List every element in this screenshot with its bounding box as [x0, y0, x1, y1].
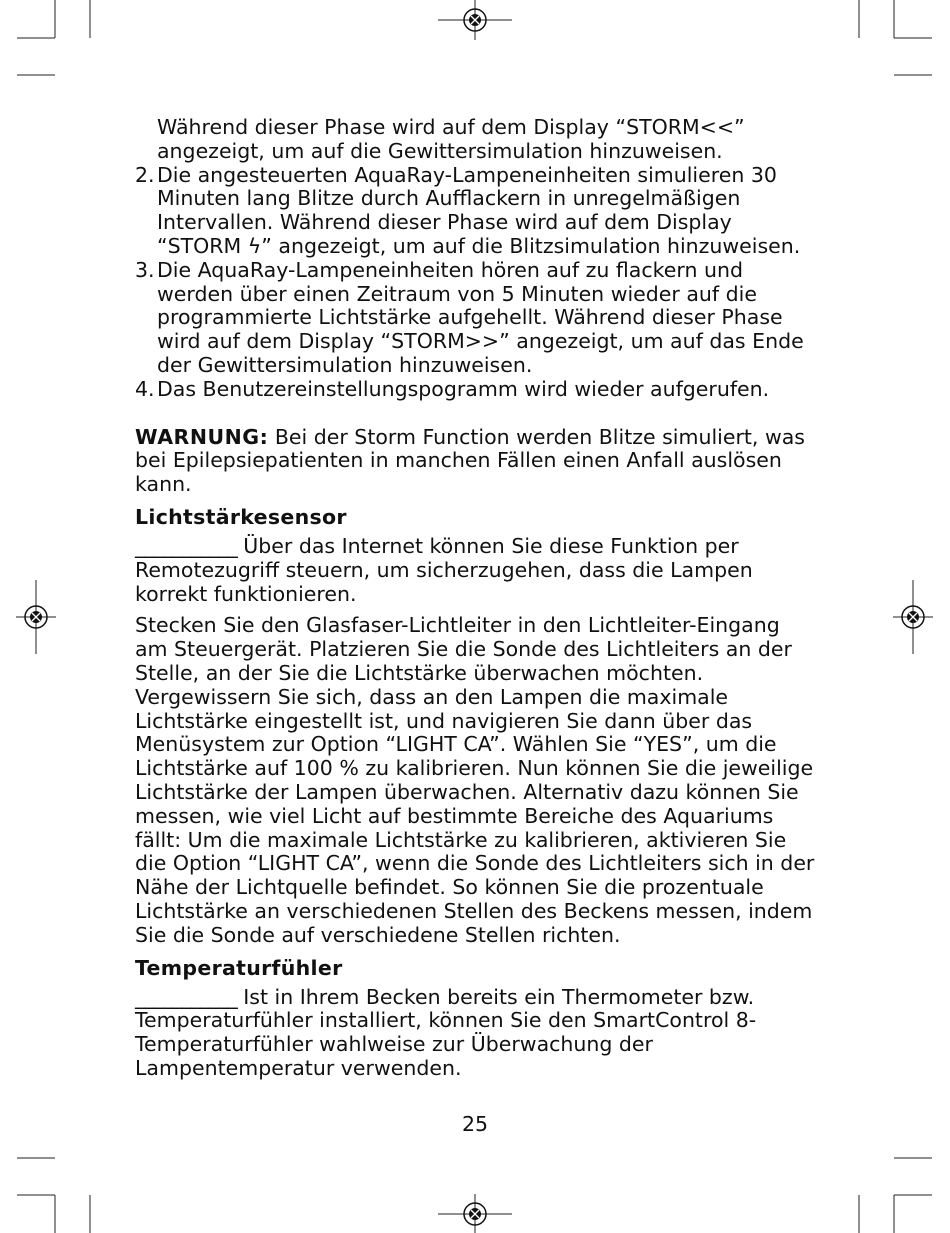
list-item	[135, 164, 815, 259]
blank-line: ___________	[135, 984, 237, 1009]
temperature-sensor-paragraph	[135, 986, 815, 1081]
intro-line: Während dieser Phase wird auf dem Display “STORM<<”	[157, 115, 745, 139]
page-number: 25	[461, 1112, 489, 1136]
registration-mark-right	[893, 580, 933, 654]
intro-line: angezeigt, um auf die Gewittersimulation hinzuweisen.	[157, 138, 723, 163]
registration-mark-top	[438, 0, 512, 40]
registration-mark-bottom	[438, 1194, 512, 1233]
crop-mark-bottom-right	[859, 1158, 932, 1233]
registration-mark-left	[16, 580, 56, 654]
body-text	[135, 116, 815, 1081]
blank-line: ___________	[135, 533, 237, 558]
crop-mark-bottom-left	[17, 1158, 90, 1233]
step-text: Das Benutzereinstellungspogramm wird wieder aufgerufen.	[157, 376, 770, 401]
warning-paragraph	[135, 426, 815, 497]
list-item	[135, 259, 815, 378]
list-item	[135, 378, 815, 402]
temperature-sensor-text: Ist in Ihrem Becken bereits ein Thermometer bzw. Temperaturfühler installiert, können Sie den SmartControl 8-Temperaturfühler wahlweise zur Überwachung der Lampentemperatur verwenden.	[135, 984, 757, 1080]
step-number: 2.	[135, 162, 155, 187]
step-text: Die angesteuerten AquaRay-Lampeneinheiten simulieren 30 Minuten lang Blitze durch Aufflackern in unregelmäßigen Intervallen. Während dieser Phase wird auf dem Display “STORM ϟ” angezeigt, um auf die Blitzsimulation hinzuweisen.	[157, 162, 801, 258]
step-text: Die AquaRay-Lampeneinheiten hören auf zu flackern und werden über einen Zeitraum von 5 Minuten wieder auf die programmierte Lichtstärke aufgehellt. Während dieser Phase wird auf dem Display “STORM>>” angezeigt, um auf das Ende der Gewittersimulation hinzuweisen.	[157, 257, 804, 377]
light-sensor-body: Stecken Sie den Glasfaser-Lichtleiter in den Lichtleiter-Eingang am Steuergerät. Platzieren Sie die Sonde des Lichtleiters an der Stelle, an der Sie die Lichtstärke überwachen möchten. Vergewissern Sie sich, dass an den Lampen die maximale Lichtstärke eingestellt ist, und navigieren Sie dann über das Menüsystem zur Option “LIGHT CA”. Wählen Sie “YES”, um die Lichtstärke auf 100 % zu kalibrieren. Nun können Sie die jeweilige Lichtstärke der Lampen überwachen. Alternativ dazu können Sie messen, wie viel Licht auf bestimmte Bereiche des Aquariums fällt: Um die maximale Lichtstärke zu kalibrieren, aktivieren Sie die Option “LIGHT CA”, wenn die Sonde des Lichtleiters sich in der Nähe der Lichtquelle befindet. So können Sie die prozentuale Lichtstärke an verschiedenen Stellen des Beckens messen, indem Sie die Sonde auf verschiedene Stellen richten.	[135, 613, 815, 947]
step-number: 3.	[135, 257, 155, 282]
crop-mark-top-left	[17, 0, 90, 75]
temperature-sensor-heading: Temperaturfühler	[135, 955, 343, 980]
light-sensor-intro	[135, 535, 815, 606]
crop-mark-top-right	[859, 0, 932, 75]
warning-text: Bei der Storm Function werden Blitze simuliert, was bei Epilepsiepatienten in manchen Fällen einen Anfall auslösen kann.	[135, 424, 805, 497]
light-sensor-heading: Lichtstärkesensor	[135, 504, 347, 529]
step-number: 4.	[135, 376, 155, 401]
warning-label: WARNUNG:	[135, 424, 269, 449]
storm-steps-list	[135, 164, 815, 402]
light-sensor-intro-text: Über das Internet können Sie diese Funktion per Remotezugriff steuern, um sicherzugehen, dass die Lampen korrekt funktionieren.	[135, 533, 753, 606]
